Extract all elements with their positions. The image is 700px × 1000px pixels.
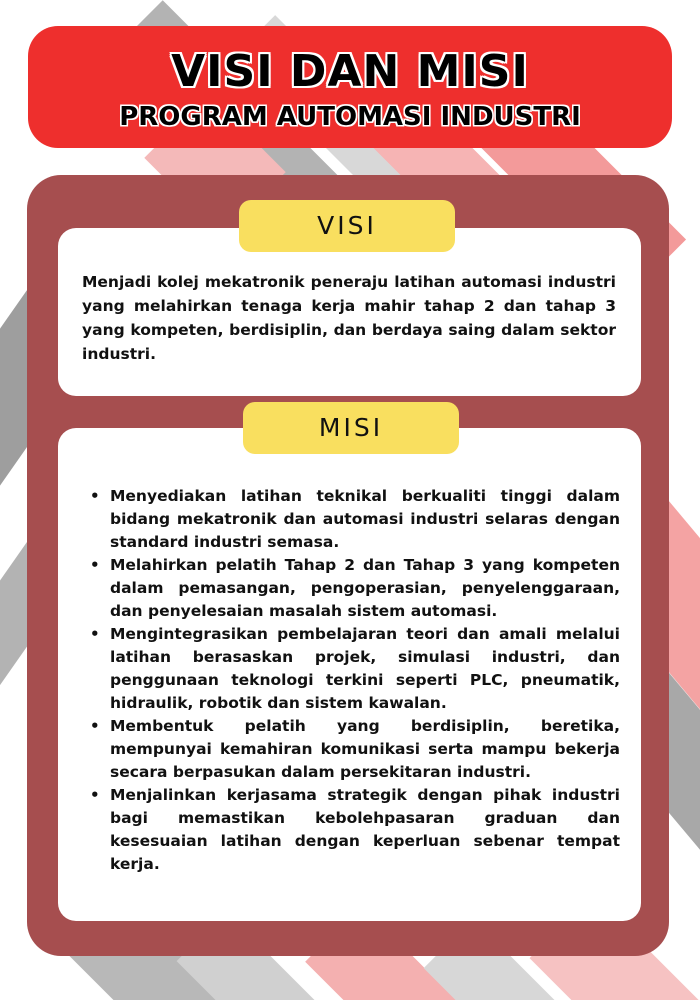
visi-text: Menjadi kolej mekatronik peneraju latihan automasi industri yang melahirkan tenaga kerja mahir tahap 2 dan tahap 3 yang kompeten, berdisiplin, dan berdaya saing dalam sektor industri. xyxy=(82,273,616,363)
page-title: VISI DAN MISI xyxy=(171,46,529,97)
misi-item-text: Menjalinkan kerjasama strategik dengan pihak industri bagi memastikan kebolehpasaran graduan dan kesesuaian latihan dengan keperluan sebenar tempat kerja. xyxy=(110,786,620,873)
misi-list-item xyxy=(90,623,620,715)
bullet-icon: • xyxy=(90,625,100,643)
bullet-icon: • xyxy=(90,556,100,574)
visi-heading: VISI xyxy=(239,200,455,252)
header-banner xyxy=(28,26,672,148)
misi-list-item xyxy=(90,554,620,623)
misi-item-text: Membentuk pelatih yang berdisiplin, beretika, mempunyai kemahiran komunikasi serta mampu bekerja secara berpasukan dalam persekitaran industri. xyxy=(110,717,620,781)
misi-list-item xyxy=(90,485,620,554)
bullet-icon: • xyxy=(90,487,100,505)
page-subtitle: PROGRAM AUTOMASI INDUSTRI xyxy=(119,102,581,132)
bullet-icon: • xyxy=(90,717,100,735)
misi-list xyxy=(90,485,620,876)
misi-item-text: Melahirkan pelatih Tahap 2 dan Tahap 3 yang kompeten dalam pemasangan, pengoperasian, penyelenggaraan, dan penyelesaian masalah sistem automasi. xyxy=(110,556,620,620)
misi-heading: MISI xyxy=(243,402,459,454)
bullet-icon: • xyxy=(90,786,100,804)
misi-item-text: Mengintegrasikan pembelajaran teori dan amali melalui latihan berasaskan projek, simulasi industri, dan penggunaan teknologi terkini seperti PLC, pneumatik, hidraulik, robotik dan sistem kawalan. xyxy=(110,625,620,712)
misi-list-item xyxy=(90,784,620,876)
misi-item-text: Menyediakan latihan teknikal berkualiti tinggi dalam bidang mekatronik dan automasi industri selaras dengan standard industri semasa. xyxy=(110,487,620,551)
misi-list-item xyxy=(90,715,620,784)
